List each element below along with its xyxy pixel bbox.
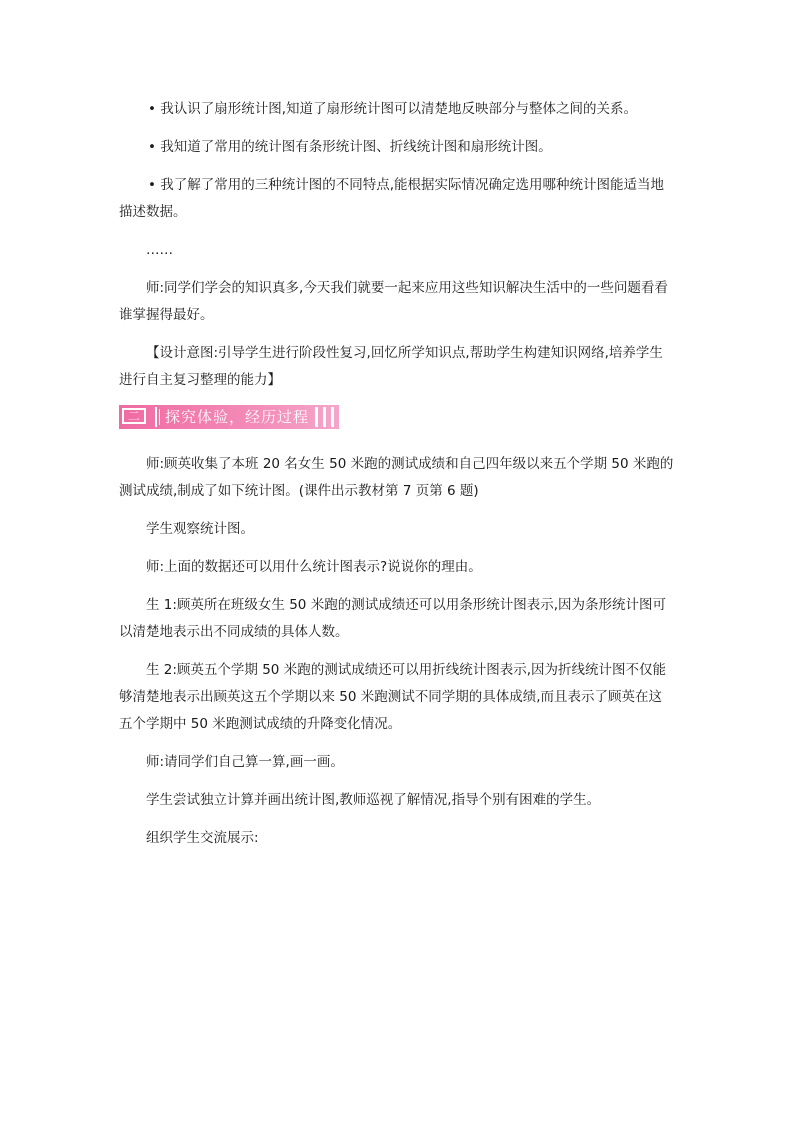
teacher-dialogue: 师:上面的数据还可以用什么统计图表示?说说你的理由。: [146, 559, 482, 575]
banner-stripe: [315, 407, 318, 427]
section-number-box: 二: [122, 408, 146, 424]
ellipsis-line: ……: [146, 242, 173, 258]
section-title: 探究体验，经历过程: [165, 408, 310, 426]
bullet-point: • 我认识了扇形统计图,知道了扇形统计图可以清楚地反映部分与整体之间的关系。: [148, 101, 638, 117]
section-header-banner: [119, 405, 675, 429]
bullet-point: • 我知道了常用的统计图有条形统计图、折线统计图和扇形统计图。: [148, 139, 552, 155]
activity-instruction: 组织学生交流展示:: [146, 830, 259, 846]
bullet-point: • 我了解了常用的三种统计图的不同特点,能根据实际情况确定选用哪种统计图能适当地描述数据。: [119, 177, 665, 220]
teacher-dialogue: 师:顾英收集了本班 20 名女生 50 米跑的测试成绩和自己四年级以来五个学期 50 米跑的测试成绩,制成了如下统计图。(课件出示教材第 7 页第 6 题): [119, 456, 674, 499]
document-body: [119, 96, 675, 863]
student-activity: 学生观察统计图。: [146, 521, 254, 537]
teacher-dialogue: 师:请同学们自己算一算,画一画。: [146, 754, 344, 770]
teacher-dialogue: 师:同学们学会的知识真多,今天我们就要一起来应用这些知识解决生活中的一些问题看看谁掌握得最好。: [119, 280, 668, 323]
student-answer: 生 2:顾英五个学期 50 米跑的测试成绩还可以用折线统计图表示,因为折线统计图不仅能够清楚地表示出顾英这五个学期以来 50 米跑测试不同学期的具体成绩,而且表示了顾英在这五个学期中 50 米跑测试成绩的升降变化情况。: [119, 662, 666, 732]
banner-stripe: [323, 407, 326, 427]
design-intent-note: 【设计意图:引导学生进行阶段性复习,回忆所学知识点,帮助学生构建知识网络,培养学生进行自主复习整理的能力】: [119, 345, 663, 388]
banner-divider: [159, 409, 160, 425]
banner-stripe: [331, 407, 334, 427]
student-answer: 生 1:顾英所在班级女生 50 米跑的测试成绩还可以用条形统计图表示,因为条形统计图可以清楚地表示出不同成绩的具体人数。: [119, 597, 666, 640]
student-activity: 学生尝试独立计算并画出统计图,教师巡视了解情况,指导个别有困难的学生。: [146, 792, 601, 808]
banner-divider: [155, 407, 157, 427]
